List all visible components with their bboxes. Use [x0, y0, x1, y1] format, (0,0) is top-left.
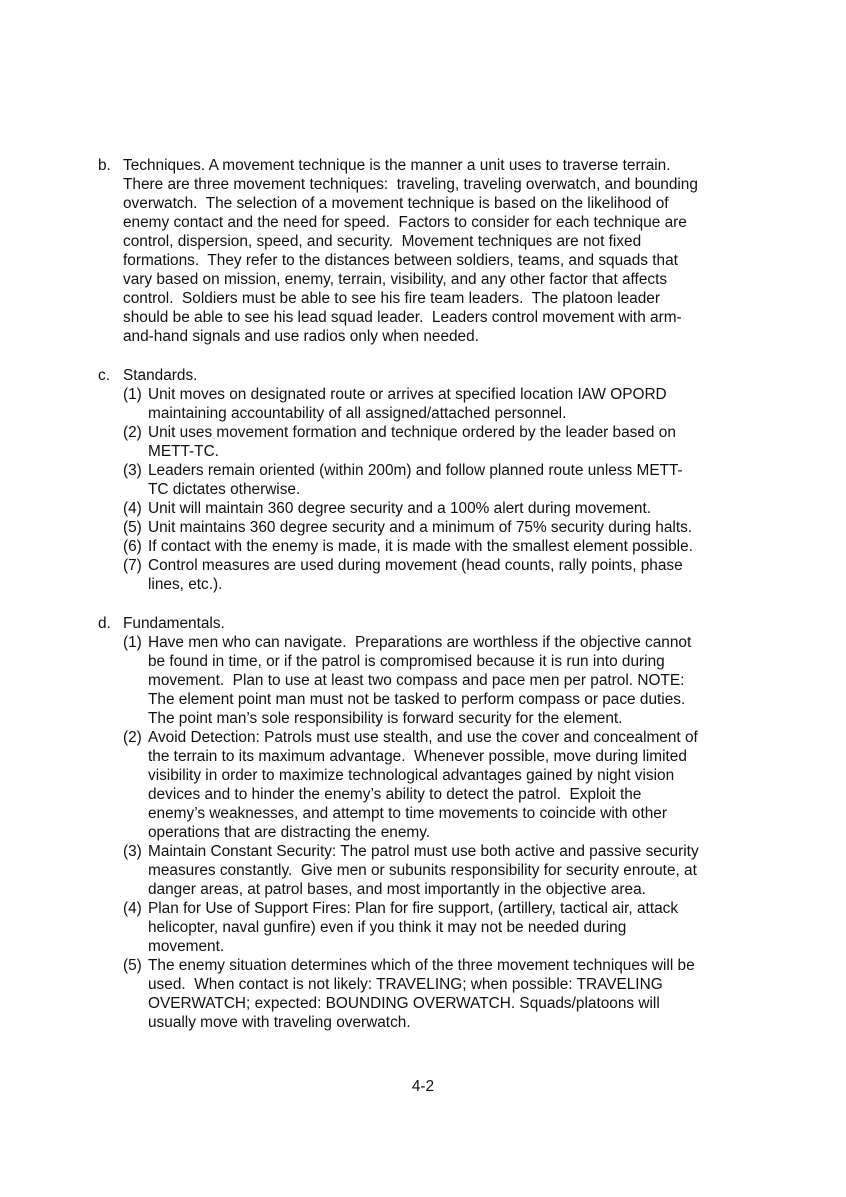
section-d-heading: Fundamentals.	[123, 615, 225, 632]
standard-item-line: Control measures are used during movement (head counts, rally points, phase	[148, 557, 683, 574]
section-b-line: overwatch. The selection of a movement technique is based on the likelihood of	[123, 195, 669, 212]
standard-item-line: Unit will maintain 360 degree security and a 100% alert during movement.	[148, 500, 652, 517]
standard-item-number: (4)	[123, 500, 142, 517]
fundamental-item-number: (1)	[123, 634, 142, 651]
fundamental-item-line: movement.	[148, 938, 225, 955]
fundamental-item-number: (2)	[123, 729, 142, 746]
standard-item-number: (5)	[123, 519, 142, 536]
standard-item-number: (1)	[123, 386, 142, 403]
standard-item-line: Unit uses movement formation and technique ordered by the leader based on	[148, 424, 676, 441]
fundamental-item-line: devices and to hinder the enemy’s ability to detect the patrol. Exploit the	[148, 786, 642, 803]
section-b-line: enemy contact and the need for speed. Factors to consider for each technique are	[123, 214, 687, 231]
section-b-line: vary based on mission, enemy, terrain, visibility, and any other factor that affects	[123, 271, 668, 288]
standard-item-line: lines, etc.).	[148, 576, 223, 593]
standard-item-line: Unit maintains 360 degree security and a minimum of 75% security during halts.	[148, 519, 693, 536]
fundamental-item-line: The point man’s sole responsibility is forward security for the element.	[148, 710, 623, 727]
section-b-line: should be able to see his lead squad leader. Leaders control movement with arm-	[123, 309, 682, 326]
fundamental-item-line: movement. Plan to use at least two compass and pace men per patrol. NOTE:	[148, 672, 685, 689]
fundamental-item-number: (4)	[123, 900, 142, 917]
standard-item-line: TC dictates otherwise.	[148, 481, 301, 498]
fundamental-item-line: enemy’s weaknesses, and attempt to time movements to coincide with other	[148, 805, 667, 822]
page-number: 4-2	[411, 1078, 435, 1095]
fundamental-item-line: visibility in order to maximize technological advantages gained by night vision	[148, 767, 675, 784]
standard-item-number: (6)	[123, 538, 142, 555]
standard-item-number: (3)	[123, 462, 142, 479]
fundamental-item-line: Maintain Constant Security: The patrol must use both active and passive security	[148, 843, 699, 860]
standard-item-number: (2)	[123, 424, 142, 441]
fundamental-item-line: usually move with traveling overwatch.	[148, 1014, 411, 1031]
section-b-line: There are three movement techniques: traveling, traveling overwatch, and bounding	[123, 176, 698, 193]
fundamental-item-line: Avoid Detection: Patrols must use stealth, and use the cover and concealment of	[148, 729, 698, 746]
fundamental-item-line: be found in time, or if the patrol is compromised because it is run into during	[148, 653, 665, 670]
fundamental-item-line: Have men who can navigate. Preparations are worthless if the objective cannot	[148, 634, 692, 651]
standard-item-line: maintaining accountability of all assigned/attached personnel.	[148, 405, 567, 422]
section-c-heading: Standards.	[123, 367, 198, 384]
fundamental-item-line: used. When contact is not likely: TRAVELING; when possible: TRAVELING	[148, 976, 663, 993]
fundamental-item-number: (5)	[123, 957, 142, 974]
section-b-label: b.	[98, 157, 111, 174]
fundamental-item-line: helicopter, naval gunfire) even if you think it may not be needed during	[148, 919, 627, 936]
standard-item-line: METT-TC.	[148, 443, 219, 460]
section-b-line: control. Soldiers must be able to see his fire team leaders. The platoon leader	[123, 290, 660, 307]
fundamental-item-number: (3)	[123, 843, 142, 860]
standard-item-line: If contact with the enemy is made, it is made with the smallest element possible.	[148, 538, 693, 555]
section-d-label: d.	[98, 615, 111, 632]
fundamental-item-line: The element point man must not be tasked to perform compass or pace duties.	[148, 691, 686, 708]
fundamental-item-line: OVERWATCH; expected: BOUNDING OVERWATCH. Squads/platoons will	[148, 995, 660, 1012]
standard-item-number: (7)	[123, 557, 142, 574]
fundamental-item-line: measures constantly. Give men or subunits responsibility for security enroute, at	[148, 862, 697, 879]
section-b-line: and-hand signals and use radios only when needed.	[123, 328, 479, 345]
fundamental-item-line: The enemy situation determines which of the three movement techniques will be	[148, 957, 695, 974]
standard-item-line: Leaders remain oriented (within 200m) and follow planned route unless METT-	[148, 462, 683, 479]
fundamental-item-line: Plan for Use of Support Fires: Plan for fire support, (artillery, tactical air, attack	[148, 900, 679, 917]
section-b-line: formations. They refer to the distances between soldiers, teams, and squads that	[123, 252, 678, 269]
fundamental-item-line: the terrain to its maximum advantage. Whenever possible, move during limited	[148, 748, 687, 765]
standard-item-line: Unit moves on designated route or arrives at specified location IAW OPORD	[148, 386, 667, 403]
fundamental-item-line: danger areas, at patrol bases, and most importantly in the objective area.	[148, 881, 646, 898]
fundamental-item-line: operations that are distracting the enemy.	[148, 824, 431, 841]
section-b-line: control, dispersion, speed, and security. Movement techniques are not fixed	[123, 233, 642, 250]
section-b-line: Techniques. A movement technique is the manner a unit uses to traverse terrain.	[123, 157, 671, 174]
section-c-label: c.	[98, 367, 110, 384]
